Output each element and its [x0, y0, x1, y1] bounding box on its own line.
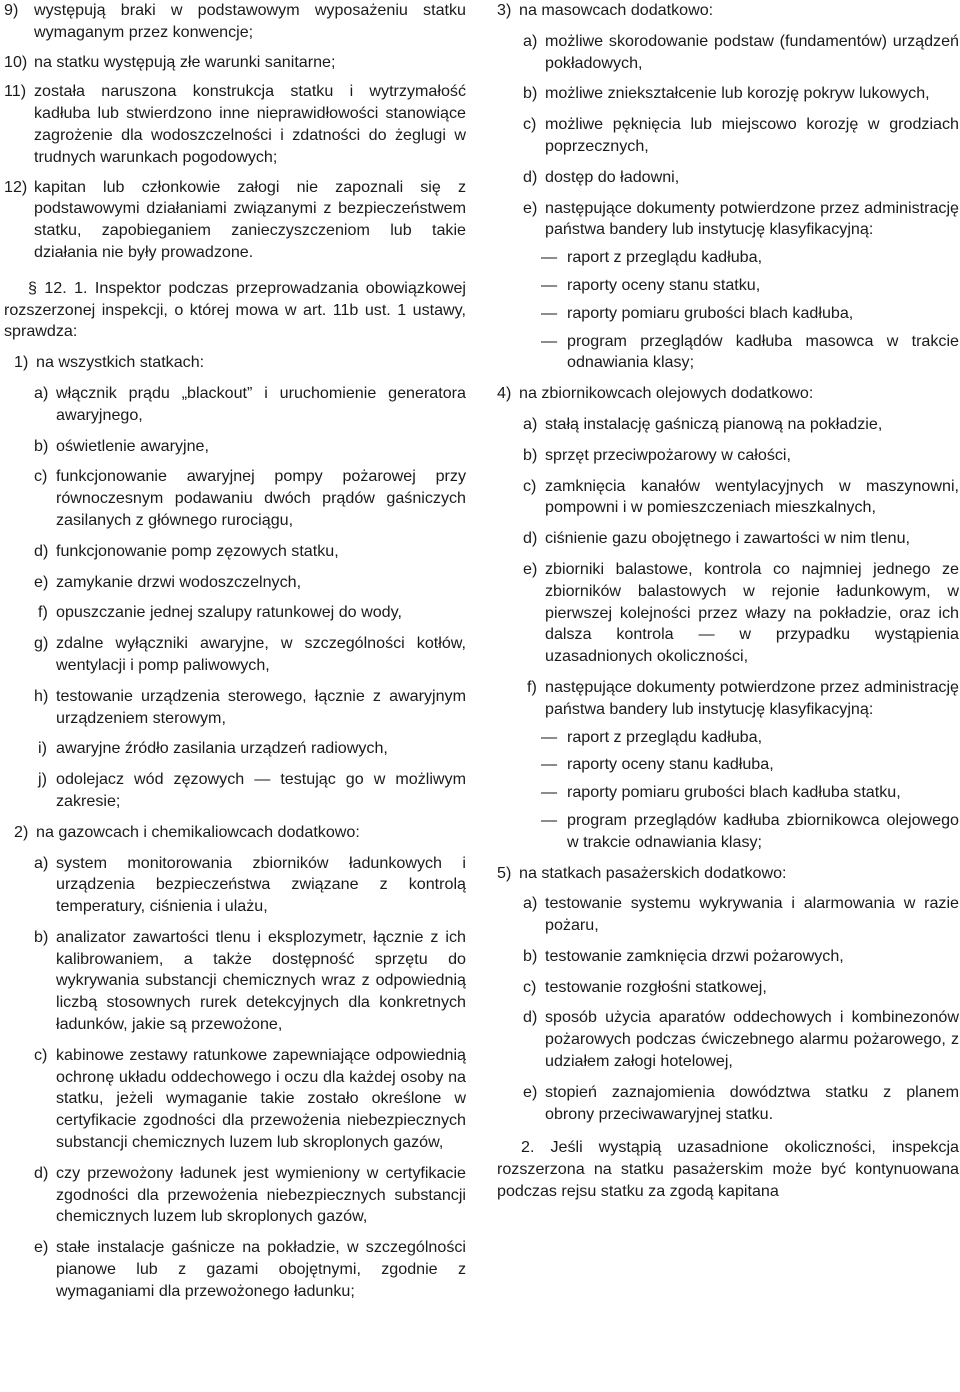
dash-marker: —: [541, 248, 558, 267]
item-text: raport z przeglądu kadłuba,: [567, 248, 763, 267]
list-item: [4, 853, 466, 918]
item-text: opuszczanie jednej szalupy ratunkowej do wody,: [56, 603, 402, 622]
item-text: program przeglądów kadłuba zbiornikowca olejowego w trakcie odnawiania klasy;: [567, 810, 959, 851]
item-label: 9): [4, 1, 19, 19]
item-text: analizator zawartości tlenu i eksplozymetr, łącznie z ich kalibrowaniem, a także dostępność sprzętu do wykrywania substancji chemicznych wraz z odpowiednią liczbą stosownych rurek detekcyjnych dla konkretnych ładunków, jakie są przewożone,: [56, 927, 466, 1034]
item-text: zbiorniki balastowe, kontrola co najmniej jednego ze zbiorników balastowych w rejonie ładunkowym, w pierwszej kolejności przez włazy na pokładzie, oraz ich dalsza kontrola — w przypadku wystąpienia uzasadnionych okoliczności,: [545, 559, 959, 666]
item-text: system monitorowania zbiorników ładunkowych i urządzenia bezpieczeństwa związane z kontrolą temperatury, ciśnienia i ulażu,: [56, 853, 466, 916]
item-label: a): [523, 894, 538, 913]
item-label: c): [34, 1045, 48, 1064]
dash-marker: —: [541, 331, 558, 350]
item-label: 1): [14, 353, 29, 372]
list-item: [497, 977, 959, 999]
list-item: [497, 893, 959, 937]
item-text: testowanie urządzenia sterowego, łącznie z awaryjnym urządzeniem sterowym,: [56, 686, 466, 727]
item-text: na gazowcach i chemikaliowcach dodatkowo:: [36, 822, 360, 841]
item-text: oświetlenie awaryjne,: [56, 436, 209, 455]
list-item: [497, 31, 959, 75]
item-text: ciśnienie gazu obojętnego i zawartości w nim tlenu,: [545, 529, 910, 548]
list-item: [4, 352, 466, 374]
item-label: c): [523, 977, 537, 996]
item-text: raport z przeglądu kadłuba,: [567, 727, 763, 746]
list-item: [497, 1007, 959, 1072]
item-text: została naruszona konstrukcja statku i wytrzymałość kadłuba lub stwierdzono inne nieprawidłowości stanowiące zagrożenie dla wodoszczelności i zdatności do żeglugi w trudnych warunkach pogodowych;: [34, 82, 466, 166]
left-column: [4, 0, 466, 1303]
dash-list-item: [497, 782, 959, 804]
item-text: 2. Jeśli wystąpią uzasadnione okoliczności, inspekcja rozszerzona na statku pasażerskim może być kontynuowana podczas rejsu statku za zgodą kapitana: [497, 1138, 959, 1201]
list-item: [497, 167, 959, 189]
dash-marker: —: [541, 303, 558, 322]
item-label: d): [34, 541, 49, 560]
list-item: [4, 383, 466, 427]
item-text: występują braki w podstawowym wyposażeniu statku wymaganym przez konwencje;: [34, 1, 466, 41]
item-text: następujące dokumenty potwierdzone przez administrację państwa bandery lub instytucję klasyfikacyjną:: [545, 677, 959, 718]
item-text: sposób użycia aparatów oddechowych i kombinezonów pożarowych podczas ćwiczebnego alarmu pożarowego, z udziałem załogi hotelowej,: [545, 1008, 959, 1071]
list-item: [4, 572, 466, 594]
item-text: na masowcach dodatkowo:: [519, 1, 714, 19]
list-item: [4, 686, 466, 730]
item-label: b): [523, 445, 538, 464]
list-item: [497, 1082, 959, 1126]
list-item: [497, 114, 959, 158]
list-item: [4, 738, 466, 760]
item-label: 4): [497, 384, 512, 403]
list-item: [497, 414, 959, 436]
item-label: b): [523, 84, 538, 103]
item-text: zdalne wyłączniki awaryjne, w szczególności kotłów, wentylacji i pomp paliwowych,: [56, 634, 466, 674]
dash-list-item: [497, 810, 959, 854]
item-label: j): [38, 770, 47, 789]
item-label: e): [523, 559, 538, 578]
item-text: stałe instalacje gaśnicze na pokładzie, w szczególności pianowe lub z gazami obojętnymi, zgodnie z wymaganiami dla przewożonego ładunku;: [56, 1238, 466, 1300]
item-text: raporty pomiaru grubości blach kadłuba statku,: [567, 783, 901, 802]
list-item: [497, 559, 959, 668]
item-text: zamykanie drzwi wodoszczelnych,: [56, 572, 302, 591]
dash-list-item: [497, 331, 959, 375]
item-text: funkcjonowanie awaryjnej pompy pożarowej przy równoczesnym podawaniu dwóch prądów gaśniczych zasilanych z głównego rurociągu,: [56, 467, 466, 529]
item-text: stałą instalację gaśniczą pianową na pokładzie,: [545, 414, 883, 433]
list-item: [4, 0, 466, 44]
item-text: funkcjonowanie pomp zęzowych statku,: [56, 541, 339, 560]
dash-marker: —: [541, 810, 558, 829]
item-text: możliwe skorodowanie podstaw (fundamentów) urządzeń pokładowych,: [545, 31, 959, 72]
item-text: program przeglądów kadłuba masowca w trakcie odnawiania klasy;: [567, 331, 959, 372]
paragraph: [4, 278, 466, 343]
item-label: 2): [14, 822, 29, 841]
item-text: kapitan lub członkowie załogi nie zapoznali się z podstawowymi działaniami związanymi z bezpieczeństwem statku, zapobieganiem zanieczyszczeniom lub takie działania nie były prowadzone.: [34, 177, 466, 261]
dash-list-item: [497, 303, 959, 325]
item-label: f): [38, 603, 48, 622]
item-text: czy przewożony ładunek jest wymieniony w certyfikacie zgodności dla przewożenia niebezpiecznych substancji chemicznych luzem lub skroplonych gazów,: [56, 1163, 466, 1226]
item-label: c): [523, 476, 537, 495]
item-label: b): [34, 436, 49, 455]
right-column: [497, 0, 959, 1203]
item-text: na statku występują złe warunki sanitarne;: [34, 52, 336, 71]
dash-list-item: [497, 275, 959, 297]
item-label: i): [38, 739, 47, 758]
list-item: [497, 528, 959, 550]
item-label: a): [34, 383, 49, 402]
list-item: [4, 602, 466, 624]
list-item: [497, 445, 959, 467]
item-label: g): [34, 634, 49, 653]
dash-list-item: [497, 247, 959, 269]
item-text: na wszystkich statkach:: [36, 353, 205, 372]
dash-marker: —: [541, 727, 558, 746]
item-label: 3): [497, 1, 512, 19]
item-label: c): [523, 115, 537, 134]
item-label: e): [523, 198, 538, 217]
list-item: [497, 383, 959, 405]
item-label: h): [34, 686, 49, 705]
list-item: [4, 81, 466, 168]
item-text: dostęp do ładowni,: [545, 167, 680, 186]
item-text: raporty pomiaru grubości blach kadłuba,: [567, 303, 854, 322]
item-text: włącznik prądu „blackout” i uruchomienie generatora awaryjnego,: [56, 383, 466, 424]
item-label: e): [34, 572, 49, 591]
list-item: [4, 436, 466, 458]
item-label: d): [523, 529, 538, 548]
item-label: b): [523, 946, 538, 965]
dash-marker: —: [541, 783, 558, 802]
item-label: a): [34, 853, 49, 872]
item-label: d): [523, 167, 538, 186]
item-text: testowanie zamknięcia drzwi pożarowych,: [545, 946, 844, 965]
list-item: [4, 822, 466, 844]
list-item: [4, 1045, 466, 1154]
list-item: [497, 476, 959, 520]
item-text: na zbiornikowcach olejowych dodatkowo:: [519, 384, 814, 403]
list-item: [497, 677, 959, 721]
item-text: odolejacz wód zęzowych — testując go w możliwym zakresie;: [56, 770, 466, 810]
item-text: zamknięcia kanałów wentylacyjnych w maszynowni, pompowni i w pomieszczeniach mieszkalnych,: [545, 476, 959, 517]
list-item: [4, 466, 466, 531]
item-label: 5): [497, 863, 512, 882]
item-text: awaryjne źródło zasilania urządzeń radiowych,: [56, 739, 388, 758]
list-item: [497, 198, 959, 242]
item-text: testowanie systemu wykrywania i alarmowania w razie pożaru,: [545, 894, 959, 935]
item-label: c): [34, 467, 48, 486]
item-label: a): [523, 31, 538, 50]
item-text: na statkach pasażerskich dodatkowo:: [519, 863, 787, 882]
item-label: e): [523, 1082, 538, 1101]
item-label: f): [527, 677, 537, 696]
item-label: a): [523, 414, 538, 433]
item-text: testowanie rozgłośni statkowej,: [545, 977, 767, 996]
item-text: następujące dokumenty potwierdzone przez administrację państwa bandery lub instytucję klasyfikacyjną:: [545, 198, 959, 239]
dash-marker: —: [541, 755, 558, 774]
list-item: [4, 633, 466, 677]
item-text: sprzęt przeciwpożarowy w całości,: [545, 445, 791, 464]
list-item: [497, 0, 959, 22]
item-label: b): [34, 927, 49, 946]
list-item: [4, 927, 466, 1036]
list-item: [497, 863, 959, 885]
item-label: d): [523, 1008, 538, 1027]
item-text: możliwe zniekształcenie lub korozję pokryw lukowych,: [545, 84, 930, 103]
list-item: [4, 52, 466, 74]
dash-list-item: [497, 754, 959, 776]
list-item: [4, 1237, 466, 1302]
item-text: stopień zaznajomienia dowództwa statku z planem obrony przeciwawaryjnej statku.: [545, 1082, 959, 1123]
paragraph: [497, 1137, 959, 1202]
item-label: 11): [4, 82, 27, 101]
item-text: kabinowe zestawy ratunkowe zapewniające odpowiednią ochronę układu oddechowego i oczu dla każdej osoby na statku, jeżeli wymaganie takie zostało określone w certyfikacie zgodności dla przewożenia niebezpiecznych substancji chemicznych luzem lub skroplonych gazów,: [56, 1045, 466, 1152]
dash-list-item: [497, 727, 959, 749]
item-label: e): [34, 1238, 49, 1257]
item-text: możliwe pęknięcia lub miejscowo korozję w grodziach poprzecznych,: [545, 115, 959, 155]
item-text: raporty oceny stanu kadłuba,: [567, 755, 774, 774]
list-item: [4, 177, 466, 264]
item-label: d): [34, 1163, 49, 1182]
item-text: § 12. 1. Inspektor podczas przeprowadzania obowiązkowej rozszerzonej inspekcji, o której mowa w art. 11b ust. 1 ustawy, sprawdza:: [4, 278, 466, 341]
list-item: [4, 769, 466, 813]
list-item: [4, 541, 466, 563]
item-label: 12): [4, 177, 28, 196]
item-text: raporty oceny stanu statku,: [567, 275, 761, 294]
list-item: [497, 946, 959, 968]
list-item: [4, 1163, 466, 1228]
item-label: 10): [4, 52, 28, 71]
dash-marker: —: [541, 275, 558, 294]
list-item: [497, 83, 959, 105]
